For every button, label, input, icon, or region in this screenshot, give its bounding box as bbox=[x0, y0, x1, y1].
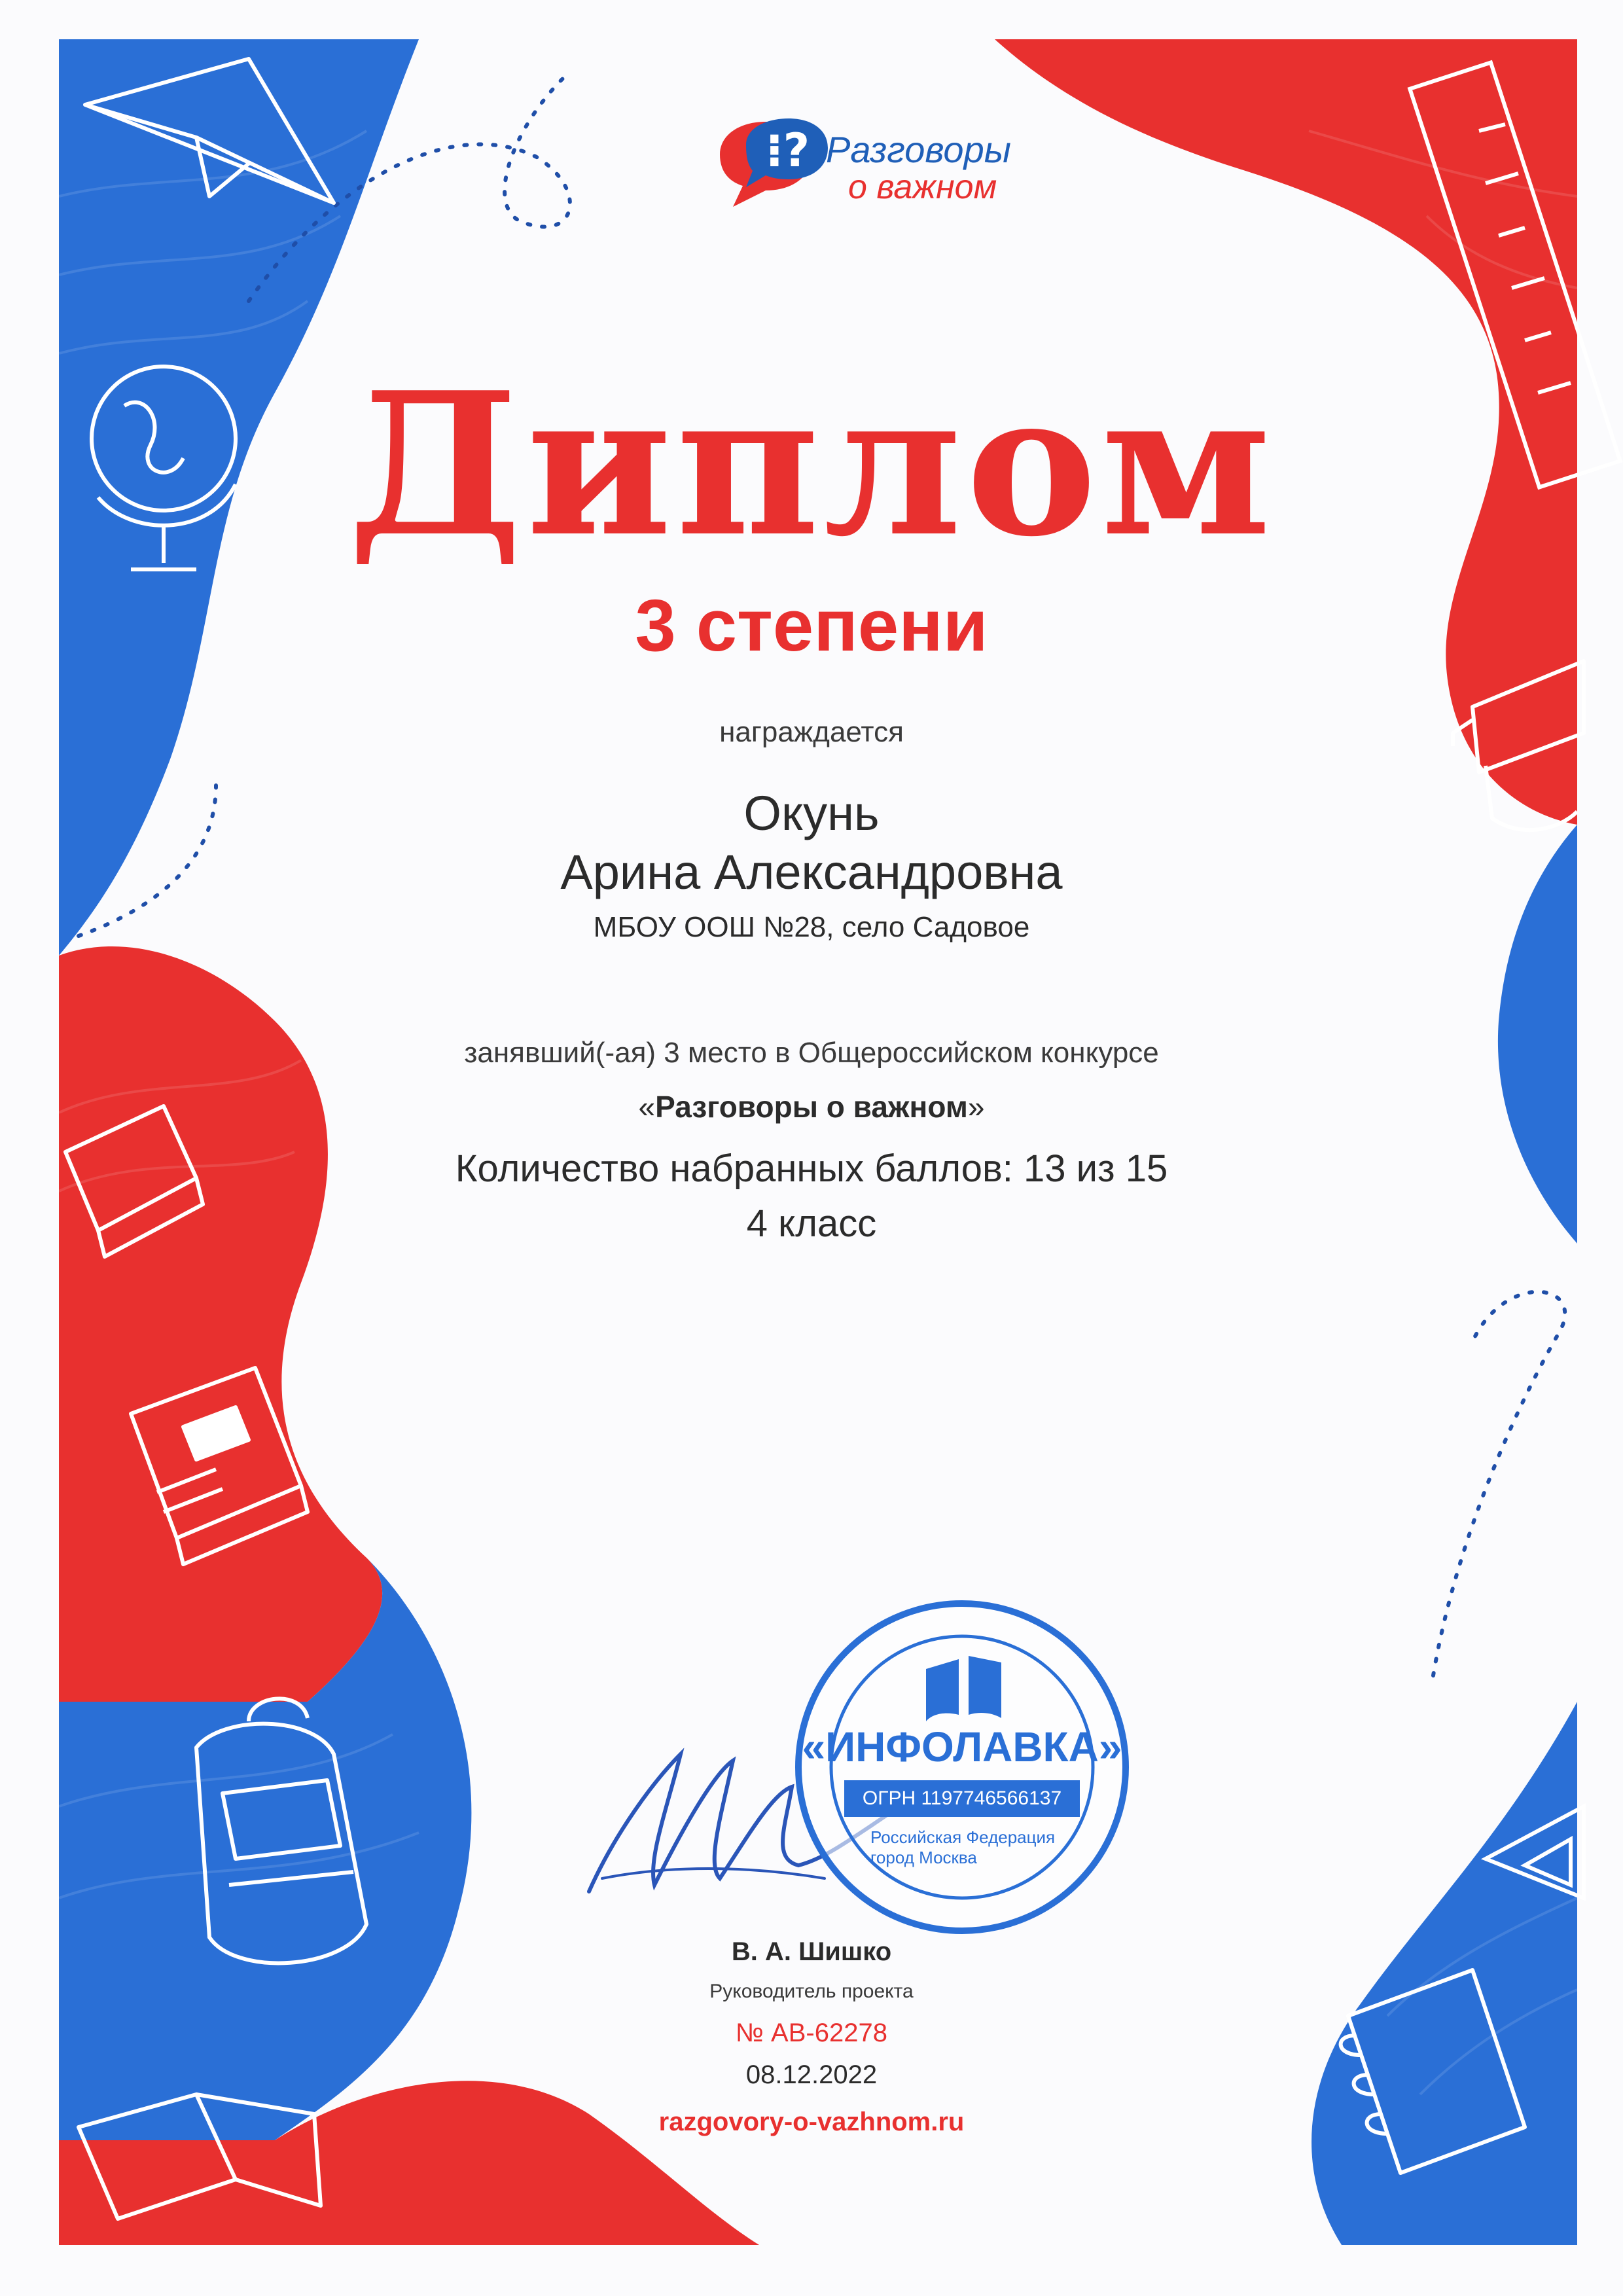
logo-text-line1: Разговоры bbox=[826, 129, 1011, 170]
logo-text-line2: о важном bbox=[848, 168, 997, 206]
contest-name-line bbox=[0, 1089, 1623, 1124]
right-blue-wave-bottom bbox=[1311, 1702, 1577, 2245]
contest-quote-close: » bbox=[967, 1090, 985, 1124]
stamp-region-line2: город Москва bbox=[870, 1848, 977, 1868]
place-text: занявший(-ая) 3 место в Общероссийском конкурсе bbox=[464, 1037, 1159, 1069]
stamp-region-line1: Российская Федерация bbox=[870, 1827, 1056, 1847]
stamp-region bbox=[870, 1827, 1055, 1868]
svg-text:⁝?: ⁝? bbox=[766, 124, 810, 177]
diploma-date: 08.12.2022 bbox=[745, 2060, 878, 2089]
signer-role: Руководитель проекта bbox=[709, 1981, 914, 2002]
grade-text: 4 класс bbox=[746, 1202, 877, 1245]
signer-name: В. А. Шишко bbox=[731, 1937, 892, 1966]
website-link[interactable]: razgovory-o-vazhnom.ru bbox=[658, 2108, 965, 2136]
contest-quote-open: « bbox=[638, 1090, 656, 1124]
recipient-school: МБОУ ООШ №28, село Садовое bbox=[593, 911, 1030, 943]
stamp-ogrn: ОГРН 1197746566137 bbox=[844, 1780, 1080, 1817]
recipient-surname: Окунь bbox=[743, 786, 880, 840]
diploma-degree: 3 степени bbox=[635, 584, 988, 666]
awarded-label: награждается bbox=[719, 716, 904, 748]
score-text: Количество набранных баллов: 13 из 15 bbox=[455, 1147, 1168, 1190]
contest-name: Разговоры о важном bbox=[655, 1090, 968, 1124]
recipient-name: Арина Александровна bbox=[560, 845, 1063, 899]
diploma-number: № АВ-62278 bbox=[736, 2018, 887, 2047]
diploma-title: Диплом bbox=[348, 349, 1275, 580]
stamp-org-name: «ИНФОЛАВКА» bbox=[802, 1723, 1122, 1770]
